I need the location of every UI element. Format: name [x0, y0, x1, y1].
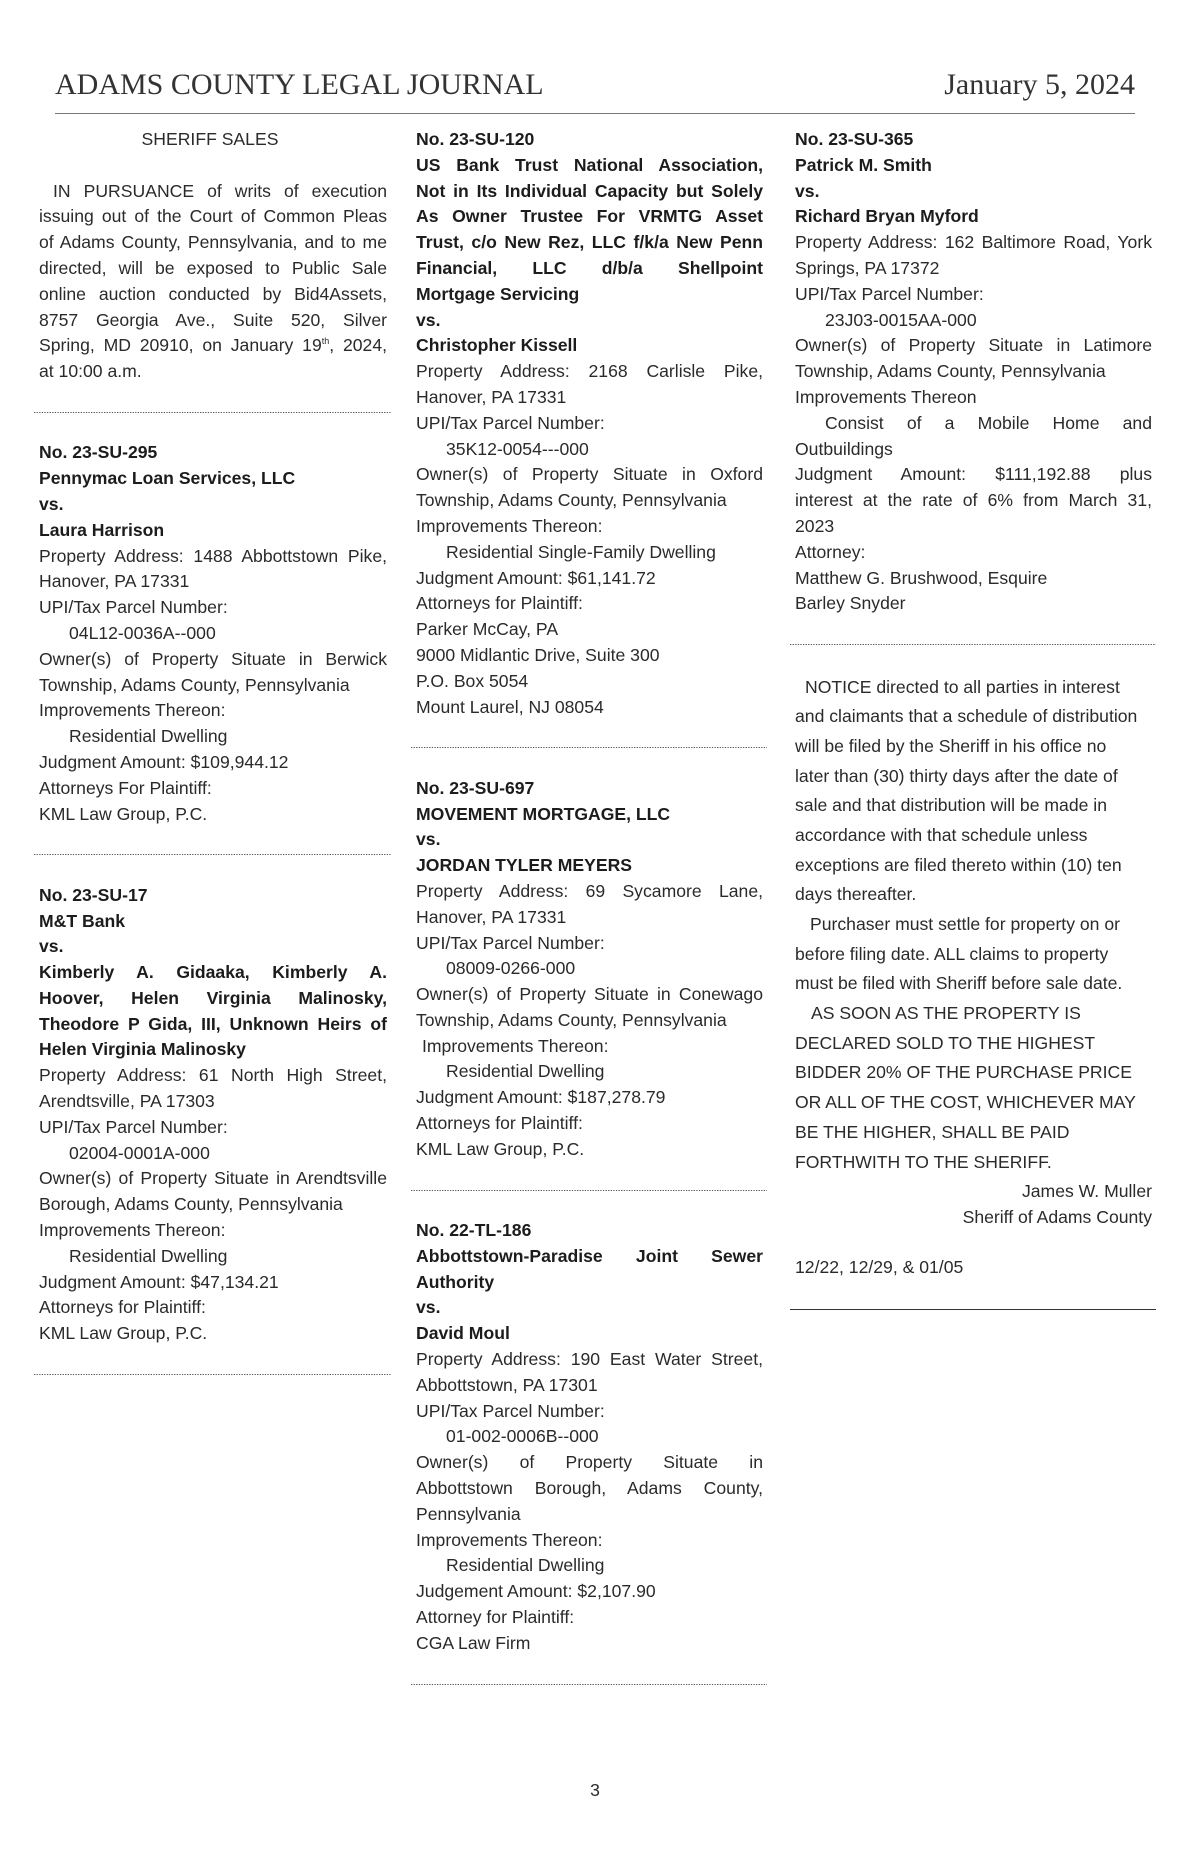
- improvements-line: Residential Single-Family Dwelling: [446, 541, 716, 562]
- notice-line: and claimants that a schedule of distribution: [795, 706, 1138, 727]
- parcel-number: 02004-0001A-000: [69, 1142, 210, 1163]
- attorney-label: Attorneys for Plaintiff:: [416, 593, 583, 614]
- attorney-line: Parker McCay, PA: [416, 619, 559, 640]
- judgment-amount: Judgment Amount: $111,192.88 plus: [795, 464, 1152, 485]
- column-left: [39, 127, 387, 1402]
- improvements-line: Consist of a Mobile Home and: [825, 412, 1152, 433]
- plaintiff-line: As Owner Trustee For VRMTG Asset: [416, 206, 763, 227]
- sale-listing: [39, 883, 387, 1347]
- owner-line: Owner(s) of Property Situate in Berwick: [39, 648, 387, 669]
- attorney-line: Matthew G. Brushwood, Esquire: [795, 567, 1048, 588]
- section-heading: SHERIFF SALES: [141, 129, 279, 149]
- parcel-number: 23J03-0015AA-000: [825, 309, 977, 330]
- improvements-label: Improvements Thereon: [795, 386, 977, 407]
- notice-line: FORTHWITH TO THE SHERIFF.: [795, 1151, 1052, 1172]
- attorney-label: Attorneys For Plaintiff:: [39, 777, 212, 798]
- dotted-divider: [790, 644, 1156, 645]
- intro-line: 8757 Georgia Ave., Suite 520, Silver: [39, 309, 387, 330]
- judgment-amount: interest at the rate of 6% from March 31,: [795, 490, 1152, 511]
- owner-line: Owner(s) of Property Situate in: [416, 1452, 763, 1473]
- intro-line: at 10:00 a.m.: [39, 361, 142, 382]
- parcel-number: 04L12-0036A--000: [69, 622, 216, 643]
- owner-line: Owner(s) of Property Situate in Arendtsville: [39, 1168, 387, 1189]
- improvements-label: Improvements Thereon:: [422, 1035, 609, 1056]
- versus-label: vs.: [416, 1297, 441, 1318]
- sheriff-name: James W. Muller: [1021, 1181, 1152, 1202]
- plaintiff-line: Abbottstown-Paradise Joint Sewer: [416, 1245, 763, 1266]
- attorney-line: P.O. Box 5054: [416, 670, 529, 691]
- plaintiff-line: Trust, c/o New Rez, LLC f/k/a New Penn: [416, 232, 763, 253]
- improvements-line: Residential Dwelling: [69, 726, 228, 747]
- sale-listing: [416, 776, 763, 1163]
- judgment-amount: Judgment Amount: $61,141.72: [416, 567, 656, 588]
- dotted-divider: [411, 1684, 767, 1685]
- page-number: 3: [590, 1780, 600, 1800]
- attorney-label: Attorneys for Plaintiff:: [416, 1113, 583, 1134]
- dotted-divider: [34, 1374, 391, 1375]
- intro-line: [39, 333, 387, 359]
- owner-line: Abbottstown Borough, Adams County,: [416, 1478, 763, 1499]
- dotted-divider: [411, 747, 767, 748]
- case-number: No. 23-SU-365: [795, 129, 914, 149]
- parcel-label: UPI/Tax Parcel Number:: [416, 1400, 605, 1421]
- notice-line: before filing date. ALL claims to property: [795, 943, 1109, 964]
- sale-listing: [795, 127, 1152, 617]
- versus-label: vs.: [416, 309, 441, 330]
- improvements-line: Residential Dwelling: [446, 1555, 605, 1576]
- owner-line: Township, Adams County, Pennsylvania: [416, 1009, 727, 1030]
- versus-label: vs.: [39, 493, 64, 514]
- attorney-line: KML Law Group, P.C.: [39, 803, 208, 824]
- property-address-line: Property Address: 162 Baltimore Road, York: [795, 232, 1152, 253]
- property-address-line: Property Address: 61 North High Street,: [39, 1065, 387, 1086]
- attorney-line: 9000 Midlantic Drive, Suite 300: [416, 644, 660, 665]
- signature-block: [795, 1179, 1152, 1231]
- improvements-label: Improvements Thereon:: [416, 515, 603, 536]
- judgment-amount: Judgment Amount: $47,134.21: [39, 1271, 279, 1292]
- owner-line: Owner(s) of Property Situate in Latimore: [795, 335, 1152, 356]
- attorney-line: Barley Snyder: [795, 593, 906, 614]
- judgment-amount: Judgment Amount: $187,278.79: [416, 1087, 666, 1108]
- case-number: No. 23-SU-295: [39, 442, 158, 463]
- improvements-line: Residential Dwelling: [69, 1245, 228, 1266]
- defendant-line: Kimberly A. Gidaaka, Kimberly A.: [39, 962, 387, 983]
- defendant-line: Theodore P Gida, III, Unknown Heirs of: [39, 1013, 387, 1034]
- notice-line: AS SOON AS THE PROPERTY IS: [811, 1003, 1081, 1024]
- parcel-label: UPI/Tax Parcel Number:: [39, 597, 228, 618]
- dotted-divider: [34, 412, 391, 413]
- improvements-line: Outbuildings: [795, 438, 893, 459]
- notice-line: accordance with that schedule unless: [795, 824, 1088, 845]
- property-address-line: Hanover, PA 17331: [416, 386, 567, 407]
- plaintiff-line: Financial, LLC d/b/a Shellpoint: [416, 257, 763, 278]
- defendant-line: David Moul: [416, 1323, 510, 1344]
- improvements-line: Residential Dwelling: [446, 1061, 605, 1082]
- owner-line: Township, Adams County, Pennsylvania: [39, 674, 350, 695]
- intro-line: online auction conducted by Bid4Assets,: [39, 283, 387, 304]
- property-address-line: Property Address: 2168 Carlisle Pike,: [416, 361, 763, 382]
- judgment-amount: Judgement Amount: $2,107.90: [416, 1581, 656, 1602]
- attorney-label: Attorney:: [795, 541, 866, 562]
- plaintiff-line: Pennymac Loan Services, LLC: [39, 468, 296, 489]
- defendant-line: Helen Virginia Malinosky: [39, 1039, 246, 1060]
- column-right: [795, 127, 1152, 1310]
- property-address-line: Abbottstown, PA 17301: [416, 1374, 598, 1395]
- judgment-amount: Judgment Amount: $109,944.12: [39, 751, 289, 772]
- parcel-number: 35K12-0054---000: [446, 438, 589, 459]
- defendant-line: Laura Harrison: [39, 519, 165, 540]
- notice-line: NOTICE directed to all parties in interest: [805, 676, 1120, 697]
- property-address-line: Springs, PA 17372: [795, 257, 940, 278]
- owner-line: Borough, Adams County, Pennsylvania: [39, 1194, 343, 1215]
- owner-line: Township, Adams County, Pennsylvania: [416, 490, 727, 511]
- plaintiff-line: Mortgage Servicing: [416, 283, 580, 304]
- sale-listing: [416, 1218, 763, 1657]
- notice-line: DECLARED SOLD TO THE HIGHEST: [795, 1032, 1096, 1053]
- improvements-label: Improvements Thereon:: [416, 1529, 603, 1550]
- property-address-line: Hanover, PA 17331: [416, 906, 567, 927]
- sheriff-sales-intro: [39, 127, 387, 385]
- header-divider: [55, 113, 1135, 114]
- notice-line: sale and that distribution will be made in: [795, 795, 1107, 816]
- owner-line: Pennsylvania: [416, 1503, 521, 1524]
- case-number: No. 23-SU-120: [416, 129, 535, 149]
- plaintiff-line: M&T Bank: [39, 910, 126, 931]
- owner-line: Township, Adams County, Pennsylvania: [795, 361, 1106, 382]
- sale-listing: [416, 127, 763, 720]
- distribution-notice: [795, 673, 1152, 1178]
- sheriff-title: Sheriff of Adams County: [962, 1207, 1152, 1228]
- parcel-label: UPI/Tax Parcel Number:: [795, 283, 984, 304]
- case-number: No. 22-TL-186: [416, 1220, 532, 1241]
- property-address-line: Property Address: 69 Sycamore Lane,: [416, 880, 763, 901]
- defendant-line: JORDAN TYLER MEYERS: [416, 855, 633, 876]
- plaintiff-line: Authority: [416, 1271, 495, 1292]
- plaintiff-line: Patrick M. Smith: [795, 154, 932, 175]
- versus-label: vs.: [416, 829, 441, 850]
- sale-listing: [39, 440, 387, 827]
- dotted-divider: [34, 854, 391, 855]
- notice-line: BE THE HIGHER, SHALL BE PAID: [795, 1121, 1070, 1142]
- notice-line: will be filed by the Sheriff in his office no: [795, 735, 1107, 756]
- attorney-line: KML Law Group, P.C.: [416, 1138, 585, 1159]
- parcel-label: UPI/Tax Parcel Number:: [416, 412, 605, 433]
- notice-line: exceptions are filed thereto within (10) ten: [795, 854, 1122, 875]
- intro-line: directed, will be exposed to Public Sale: [39, 257, 387, 278]
- defendant-line: Hoover, Helen Virginia Malinosky,: [39, 987, 387, 1008]
- intro-line: of Adams County, Pennsylvania, and to me: [39, 232, 387, 253]
- section-end-rule: [790, 1309, 1156, 1310]
- parcel-label: UPI/Tax Parcel Number:: [416, 932, 605, 953]
- parcel-label: UPI/Tax Parcel Number:: [39, 1116, 228, 1137]
- parcel-number: 01-002-0006B--000: [446, 1426, 599, 1447]
- ordinal-suffix: th: [321, 336, 330, 347]
- notice-line: days thereafter.: [795, 884, 917, 905]
- defendant-line: Christopher Kissell: [416, 335, 578, 356]
- sale-date-text: Spring, MD 20910, on January 19: [39, 335, 322, 356]
- property-address-line: Property Address: 1488 Abbottstown Pike,: [39, 545, 387, 566]
- improvements-label: Improvements Thereon:: [39, 1220, 226, 1241]
- case-number: No. 23-SU-17: [39, 884, 148, 905]
- notice-line: OR ALL OF THE COST, WHICHEVER MAY: [795, 1092, 1136, 1113]
- owner-line: Owner(s) of Property Situate in Conewago: [416, 984, 763, 1005]
- plaintiff-line: Not in Its Individual Capacity but Solely: [416, 180, 763, 201]
- notice-line: Purchaser must settle for property on or: [810, 914, 1120, 935]
- judgment-amount: 2023: [795, 515, 835, 536]
- notice-line: BIDDER 20% OF THE PURCHASE PRICE: [795, 1062, 1132, 1083]
- plaintiff-line: MOVEMENT MORTGAGE, LLC: [416, 803, 671, 824]
- intro-line: issuing out of the Court of Common Pleas: [39, 206, 387, 227]
- owner-line: Owner(s) of Property Situate in Oxford: [416, 464, 763, 485]
- parcel-number: 08009-0266-000: [446, 958, 576, 979]
- journal-title: ADAMS COUNTY LEGAL JOURNAL: [55, 68, 544, 101]
- intro-line: IN PURSUANCE of writs of execution: [53, 180, 387, 201]
- improvements-label: Improvements Thereon:: [39, 700, 226, 721]
- column-middle: [416, 127, 763, 1712]
- versus-label: vs.: [795, 180, 820, 201]
- dotted-divider: [411, 1190, 767, 1191]
- property-address-line: Hanover, PA 17331: [39, 571, 190, 592]
- publication-dates: 12/22, 12/29, & 01/05: [795, 1257, 964, 1278]
- issue-date: January 5, 2024: [944, 68, 1135, 101]
- versus-label: vs.: [39, 936, 64, 957]
- plaintiff-line: US Bank Trust National Association,: [416, 154, 763, 175]
- attorney-label: Attorney for Plaintiff:: [416, 1607, 575, 1628]
- attorney-line: Mount Laurel, NJ 08054: [416, 696, 604, 717]
- attorney-line: KML Law Group, P.C.: [39, 1323, 208, 1344]
- attorney-line: CGA Law Firm: [416, 1632, 531, 1653]
- sale-date-year: , 2024,: [329, 335, 387, 356]
- property-address-line: Arendtsville, PA 17303: [39, 1091, 215, 1112]
- attorney-label: Attorneys for Plaintiff:: [39, 1297, 206, 1318]
- property-address-line: Property Address: 190 East Water Street,: [416, 1349, 763, 1370]
- defendant-line: Richard Bryan Myford: [795, 206, 979, 227]
- notice-line: must be filed with Sheriff before sale date.: [795, 973, 1123, 994]
- notice-line: later than (30) thirty days after the date of: [795, 765, 1118, 786]
- case-number: No. 23-SU-697: [416, 777, 535, 798]
